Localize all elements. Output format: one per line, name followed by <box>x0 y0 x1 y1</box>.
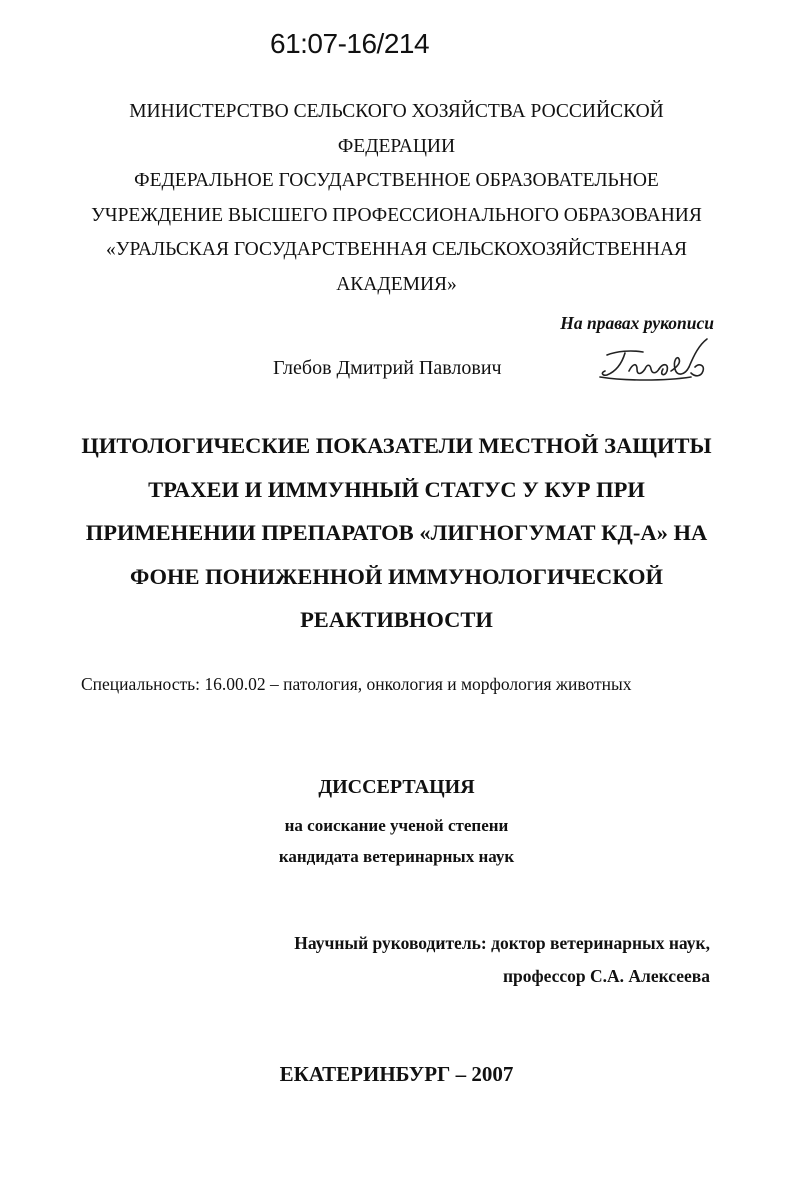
city-year: ЕКАТЕРИНБУРГ – 2007 <box>279 1062 514 1086</box>
specialty: Специальность: 16.00.02 – патология, онкология и морфология животных <box>81 674 632 694</box>
dissertation-title <box>0 424 793 642</box>
title-line: ФОНЕ ПОНИЖЕННОЙ ИММУНОЛОГИЧЕСКОЙ <box>129 563 664 589</box>
institution-block <box>0 95 793 302</box>
degree-line-2: кандидата ветеринарных наук <box>278 847 515 866</box>
catalog-number: 61:07-16/214 <box>270 28 430 59</box>
institution-line: ФЕДЕРАЛЬНОЕ ГОСУДАРСТВЕННОЕ ОБРАЗОВАТЕЛЬНОЕ <box>134 170 659 191</box>
title-line: РЕАКТИВНОСТИ <box>300 607 493 632</box>
institution-line: УЧРЕЖДЕНИЕ ВЫСШЕГО ПРОФЕССИОНАЛЬНОГО ОБРАЗОВАНИЯ <box>91 204 702 226</box>
degree-line-1: на соискание ученой степени <box>284 816 509 835</box>
title-line: ПРИМЕНЕНИИ ПРЕПАРАТОВ «ЛИГНОГУМАТ КД-А» НА <box>85 520 708 545</box>
institution-line: ФЕДЕРАЦИИ <box>337 135 456 157</box>
document-type-heading: ДИССЕРТАЦИЯ <box>318 776 475 798</box>
institution-line: МИНИСТЕРСТВО СЕЛЬСКОГО ХОЗЯЙСТВА РОССИЙСКОЙ <box>129 101 664 122</box>
manuscript-note: На правах рукописи <box>560 313 714 333</box>
institution-line: АКАДЕМИЯ» <box>336 273 457 295</box>
supervisor-line-1: Научный руководитель: доктор ветеринарных наук, <box>294 933 710 953</box>
title-line: ЦИТОЛОГИЧЕСКИЕ ПОКАЗАТЕЛИ МЕСТНОЙ ЗАЩИТЫ <box>81 433 712 458</box>
supervisor-line-2: профессор С.А. Алексеева <box>502 966 710 986</box>
institution-line: «УРАЛЬСКАЯ ГОСУДАРСТВЕННАЯ СЕЛЬСКОХОЗЯЙСТВЕННАЯ <box>105 239 688 260</box>
author-name: Глебов Дмитрий Павлович <box>273 357 502 379</box>
title-line: ТРАХЕИ И ИММУННЫЙ СТАТУС У КУР ПРИ <box>148 476 645 502</box>
signature-image <box>595 333 715 393</box>
